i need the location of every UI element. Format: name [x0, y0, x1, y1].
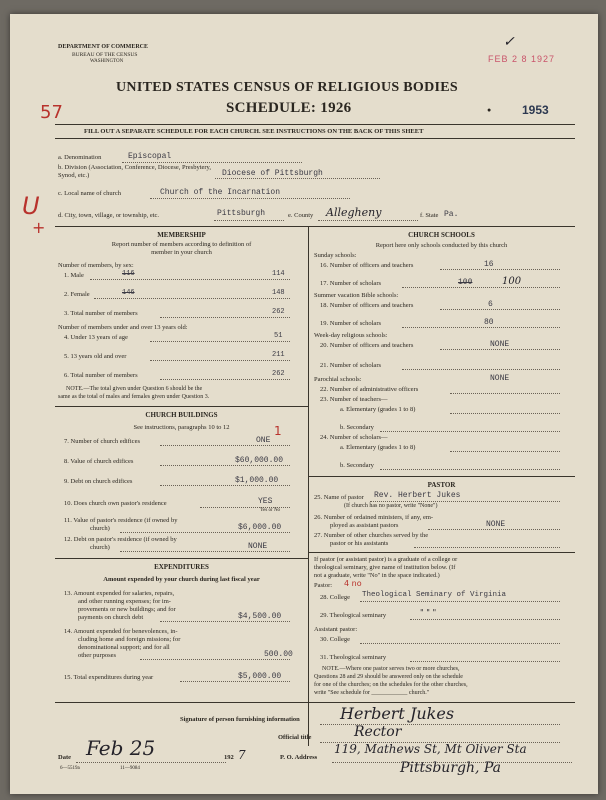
- department-label: DEPARTMENT OF COMMERCE: [58, 44, 149, 50]
- state-value: Pa.: [444, 210, 459, 219]
- q14-value: 500.00: [264, 650, 293, 659]
- date-year-prefix: 192: [224, 754, 234, 761]
- summer-schools-label: Summer vacation Bible schools:: [314, 292, 399, 299]
- q20-value: NONE: [490, 340, 510, 349]
- q23-label: 23. Number of teachers—: [320, 396, 388, 403]
- graduate-text-2: theological seminary, give name of institution below. (If: [314, 564, 456, 571]
- q1-male-value: 114: [272, 270, 285, 278]
- parochial-schools-label: Parochial schools:: [314, 376, 362, 383]
- q19-label: 19. Number of scholars: [320, 320, 382, 327]
- q11-value: $6,000.00: [238, 523, 282, 532]
- q7-hand-mark: 1: [274, 424, 282, 438]
- q2-female-value: 148: [272, 289, 285, 297]
- membership-note-2: same as the total of males and females given under Question 3.: [58, 394, 210, 400]
- q6-total-label: 6. Total number of members: [64, 372, 138, 379]
- q8-value-value: $60,000.00: [235, 456, 284, 465]
- membership-intro-1: Report number of members according to definition of: [111, 241, 252, 248]
- q3-total-label: 3. Total number of members: [64, 310, 138, 317]
- dot-mark: ●: [487, 106, 492, 114]
- q12-label-2: church): [90, 544, 110, 551]
- q2-struck: 146: [122, 289, 135, 297]
- q15-label: 15. Total expenditures during year: [64, 674, 154, 681]
- schedule-title: SCHEDULE: 1926: [226, 100, 352, 116]
- date-value: Feb 25: [86, 736, 156, 760]
- q10-residence-label: 10. Does church own pastor's residence: [64, 500, 167, 507]
- buildings-sub: See instructions, paragraphs 10 to 12: [133, 424, 230, 431]
- po-address-value: 119, Mathews St, Mt Oliver Sta: [334, 742, 527, 756]
- q15-value: $5,000.00: [238, 672, 282, 681]
- q10-yes-no-hint: Yes or No: [260, 508, 281, 513]
- q25-value: Rev. Herbert Jukes: [374, 491, 461, 500]
- po-address-label: P. O. Address: [280, 754, 318, 761]
- pastor-note-2: Questions 28 and 29 should be answered only on the schedule: [314, 674, 463, 680]
- q14-label-2: cluding home and foreign missions; for: [78, 636, 181, 643]
- pastor-note-3: for one of the churches; on the schedules for the other churches,: [314, 682, 468, 688]
- state-label: f. State: [420, 212, 439, 219]
- q8-value-label: 8. Value of church edifices: [64, 458, 134, 465]
- q14-label-3: denominational support; and for all: [78, 644, 170, 651]
- q23b-label: b. Secondary: [340, 424, 374, 431]
- check-mark: ✓: [503, 34, 515, 50]
- q14-label-4: other purposes: [78, 652, 117, 659]
- q24b-label: b. Secondary: [340, 462, 374, 469]
- membership-heading: MEMBERSHIP: [157, 231, 206, 239]
- schools-heading: CHURCH SCHOOLS: [408, 231, 475, 239]
- q5-over13-label: 5. 13 years old and over: [64, 353, 127, 360]
- local-name-value: Church of the Incarnation: [160, 188, 281, 197]
- q26-label-2: ployed as assistant pastors: [330, 522, 399, 529]
- date-year-hand: 7: [238, 748, 246, 762]
- q12-value: NONE: [248, 542, 268, 551]
- q24-label: 24. Number of scholars—: [320, 434, 388, 441]
- pastor-note-1: NOTE.—Where one pastor serves two or more churches,: [322, 666, 460, 672]
- q4-under13-value: 51: [274, 332, 283, 340]
- q7-edifices-value: ONE: [256, 436, 271, 445]
- expenditures-heading: EXPENDITURES: [154, 563, 209, 571]
- q28-label: 28. College: [320, 594, 350, 601]
- q3-total-value: 262: [272, 308, 285, 316]
- city-label: WASHINGTON: [90, 59, 124, 64]
- q2-female-label: 2. Female: [64, 291, 90, 298]
- city-town-label: d. City, town, village, or township, etc.: [58, 212, 160, 219]
- q26-value: NONE: [486, 520, 506, 529]
- q29-label: 29. Theological seminary: [320, 612, 387, 619]
- local-name-label: c. Local name of church: [58, 190, 121, 197]
- q4-under13-label: 4. Under 13 years of age: [64, 334, 128, 341]
- official-title-value: Rector: [354, 724, 402, 740]
- sunday-schools-label: Sunday schools:: [314, 252, 357, 259]
- received-date-stamp: FEB 2 8 1927: [488, 54, 556, 64]
- q26-label-1: 26. Number of ordained ministers, if any, em-: [314, 514, 434, 521]
- denomination-value: Episcopal: [128, 152, 172, 161]
- official-title-label: Official title: [278, 734, 312, 741]
- margin-mark: U: [22, 192, 40, 220]
- q11-label-2: church): [90, 525, 110, 532]
- handwritten-number: 57: [40, 102, 63, 123]
- parochial-value: NONE: [490, 374, 510, 383]
- q22-label: 22. Number of administrative officers: [320, 386, 419, 393]
- q29-ditto: " " ": [420, 608, 437, 617]
- q7-edifices-label: 7. Number of church edifices: [64, 438, 140, 445]
- graduate-text-3: not a graduate, write "No" in the space indicated.): [314, 572, 440, 579]
- q16-label: 16. Number of officers and teachers: [320, 262, 414, 269]
- q1-struck: 116: [122, 270, 135, 278]
- membership-intro-2: member in your church: [151, 249, 212, 256]
- assistant-pastor-label: Assistant pastor:: [314, 626, 358, 633]
- division-value: Diocese of Pittsburgh: [222, 169, 323, 178]
- q31-label: 31. Theological seminary: [320, 654, 387, 661]
- graduate-text-1: If pastor (or assistant pastor) is a graduate of a college or: [314, 556, 458, 563]
- q13-label-3: provements or new buildings; and for: [78, 606, 176, 613]
- pastor-hand-note: 4 no: [344, 579, 362, 588]
- q13-label-4: payments on church debt: [78, 614, 144, 621]
- q20-label: 20. Number of officers and teachers: [320, 342, 414, 349]
- q17-hand-value: 100: [502, 276, 522, 287]
- separate-schedule-instruction: FILL OUT A SEPARATE SCHEDULE FOR EACH CHURCH. SEE INSTRUCTIONS ON THE BACK OF THIS SHEET: [84, 128, 424, 135]
- expenditures-sub: Amount expended by your church during last fiscal year: [103, 576, 260, 583]
- weekday-schools-label: Week-day religious schools:: [314, 332, 388, 339]
- q27-label-2: pastor or his assistants: [330, 540, 389, 547]
- q24a-label: a. Elementary (grades 1 to 8): [340, 444, 416, 451]
- q13-value: $4,500.00: [238, 612, 282, 621]
- q19-value: 80: [484, 318, 494, 327]
- membership-note-1: NOTE.—The total given under Question 6 should be the: [66, 386, 203, 392]
- q6-total-value: 262: [272, 370, 285, 378]
- q28-value: Theological Seminary of Virginia: [362, 591, 507, 599]
- buildings-heading: CHURCH BUILDINGS: [145, 411, 218, 419]
- q5-over13-value: 211: [272, 351, 285, 359]
- pastor-heading: PASTOR: [427, 481, 456, 489]
- q25-label: 25. Name of pastor: [314, 494, 364, 501]
- q27-label-1: 27. Number of other churches served by the: [314, 532, 429, 539]
- q21-label: 21. Number of scholars: [320, 362, 382, 369]
- q1-male-label: 1. Male: [64, 272, 84, 279]
- q18-value: 6: [488, 300, 493, 309]
- q9-debt-value: $1,000.00: [235, 476, 279, 485]
- q13-label-1: 13. Amount expended for salaries, repairs,: [64, 590, 175, 597]
- po-address-city: Pittsburgh, Pa: [400, 760, 502, 776]
- bureau-label: BUREAU OF THE CENSUS: [72, 52, 138, 58]
- form-number: 6—5519a: [60, 766, 80, 771]
- census-schedule-sheet: [10, 14, 598, 794]
- pastor-sub-label: Pastor:: [314, 582, 333, 589]
- q11-label-1: 11. Value of pastor's residence (if owned by: [64, 517, 178, 524]
- signature-label: Signature of person furnishing information: [180, 716, 300, 723]
- q16-value: 16: [484, 260, 494, 269]
- form-number-2: 11—9084: [120, 766, 140, 771]
- pastor-note-4: write "See schedule for ____________ church.": [314, 690, 430, 696]
- schools-intro: Report here only schools conducted by this church: [375, 242, 508, 249]
- q14-label-1: 14. Amount expended for benevolences, in-: [64, 628, 178, 635]
- q12-label-1: 12. Debt on pastor's residence (if owned by: [64, 536, 177, 543]
- q9-debt-label: 9. Debt on church edifices: [64, 478, 133, 485]
- county-label: e. County: [288, 212, 314, 219]
- plus-mark: +: [32, 218, 46, 237]
- q13-label-2: and other running expenses; for im-: [78, 598, 171, 605]
- q30-label: 30. College: [320, 636, 350, 643]
- division-label: b. Division (Association, Conference, Diocese, Presbytery, Synod, etc.): [58, 164, 212, 179]
- schedule-number: 1953: [522, 103, 549, 117]
- members-by-sex-label: Number of members, by sex:: [58, 262, 134, 269]
- date-label: Date: [58, 754, 71, 761]
- q18-label: 18. Number of officers and teachers: [320, 302, 414, 309]
- q17-label: 17. Number of scholars: [320, 280, 382, 287]
- q17-struck: 100: [458, 278, 473, 287]
- county-value: Allegheny: [326, 206, 382, 219]
- q23a-label: a. Elementary (grades 1 to 8): [340, 406, 416, 413]
- form-title: UNITED STATES CENSUS OF RELIGIOUS BODIES: [116, 80, 459, 95]
- q10-residence-value: YES: [258, 497, 273, 506]
- q25-hint: (If church has no pastor, write "None"): [344, 503, 438, 509]
- denomination-label: a. Denomination: [58, 154, 102, 161]
- under-over-label: Number of members under and over 13 years old:: [58, 324, 188, 331]
- signature-value: Herbert Jukes: [340, 704, 455, 723]
- city-town-value: Pittsburgh: [217, 209, 266, 218]
